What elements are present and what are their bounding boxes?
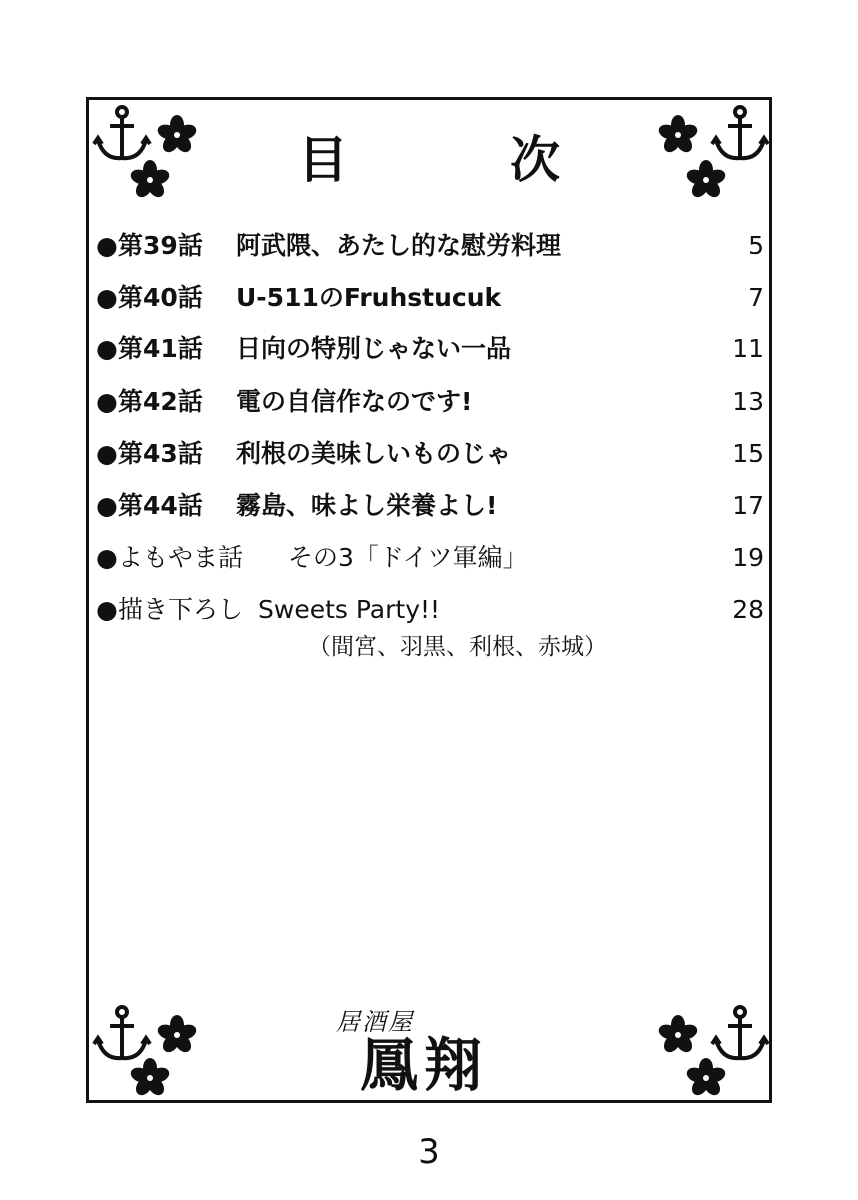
chapter-title: U-511のFruhstucuk — [236, 283, 502, 312]
bottom-left-ornament — [92, 1000, 207, 1100]
bullet: ● — [96, 595, 118, 624]
bullet: ● — [96, 439, 118, 468]
page-ref: 5 — [748, 231, 764, 260]
bullet: ● — [96, 283, 118, 312]
bottom-right-ornament — [656, 1000, 771, 1100]
chapter-label: 第43話 — [118, 439, 203, 468]
cherry-blossom-icon — [129, 1058, 171, 1098]
chapter-title: Sweets Party!! — [258, 595, 441, 624]
page-ref: 19 — [732, 543, 764, 572]
chapter-label: よもやま話 — [118, 543, 244, 572]
chapter-label: 第42話 — [118, 387, 203, 416]
bullet: ● — [96, 491, 118, 520]
toc-entry[interactable] — [96, 434, 764, 474]
signature-small: 居酒屋 — [336, 1008, 414, 1036]
toc-entry[interactable] — [96, 382, 764, 422]
bullet: ● — [96, 334, 118, 363]
chapter-label: 第40話 — [118, 283, 203, 312]
chapter-label: 第44話 — [118, 491, 203, 520]
cherry-blossom-icon — [156, 1015, 198, 1055]
chapter-title: 電の自信作なのです! — [236, 387, 473, 416]
page-title: 目 次 — [298, 130, 616, 189]
page-ref: 11 — [732, 334, 764, 363]
page-ref: 15 — [732, 439, 764, 468]
chapter-title: 霧島、味よし栄養よし! — [236, 491, 498, 520]
toc-entry[interactable] — [96, 538, 764, 578]
page-ref: 7 — [748, 283, 764, 312]
page-ref: 13 — [732, 387, 764, 416]
toc-entry[interactable] — [96, 329, 764, 369]
chapter-label: 第41話 — [118, 334, 203, 363]
chapter-title: 日向の特別じゃない一品 — [236, 334, 512, 363]
cherry-blossom-icon — [657, 1015, 699, 1055]
page-number: 3 — [418, 1132, 440, 1172]
page-ref: 28 — [732, 595, 764, 624]
chapter-title: 阿武隈、あたし的な慰労料理 — [236, 231, 562, 260]
bullet: ● — [96, 231, 118, 260]
anchor-icon — [712, 1007, 768, 1058]
toc-entry[interactable] — [96, 486, 764, 526]
bullet: ● — [96, 543, 118, 572]
toc-entry[interactable] — [96, 278, 764, 318]
page-ref: 17 — [732, 491, 764, 520]
toc-entry[interactable] — [96, 590, 764, 630]
entry-subtitle: （間宮、羽黒、利根、赤城） — [308, 634, 607, 660]
chapter-label: 描き下ろし — [118, 595, 244, 624]
chapter-label: 第39話 — [118, 231, 203, 260]
chapter-title: その3「ドイツ軍編」 — [288, 543, 528, 572]
cherry-blossom-icon — [685, 1058, 727, 1098]
anchor-icon — [94, 1007, 150, 1058]
bullet: ● — [96, 387, 118, 416]
chapter-title: 利根の美味しいものじゃ — [236, 439, 512, 468]
signature-big: 鳳翔 — [360, 1031, 489, 1099]
toc-entry[interactable] — [96, 226, 764, 266]
